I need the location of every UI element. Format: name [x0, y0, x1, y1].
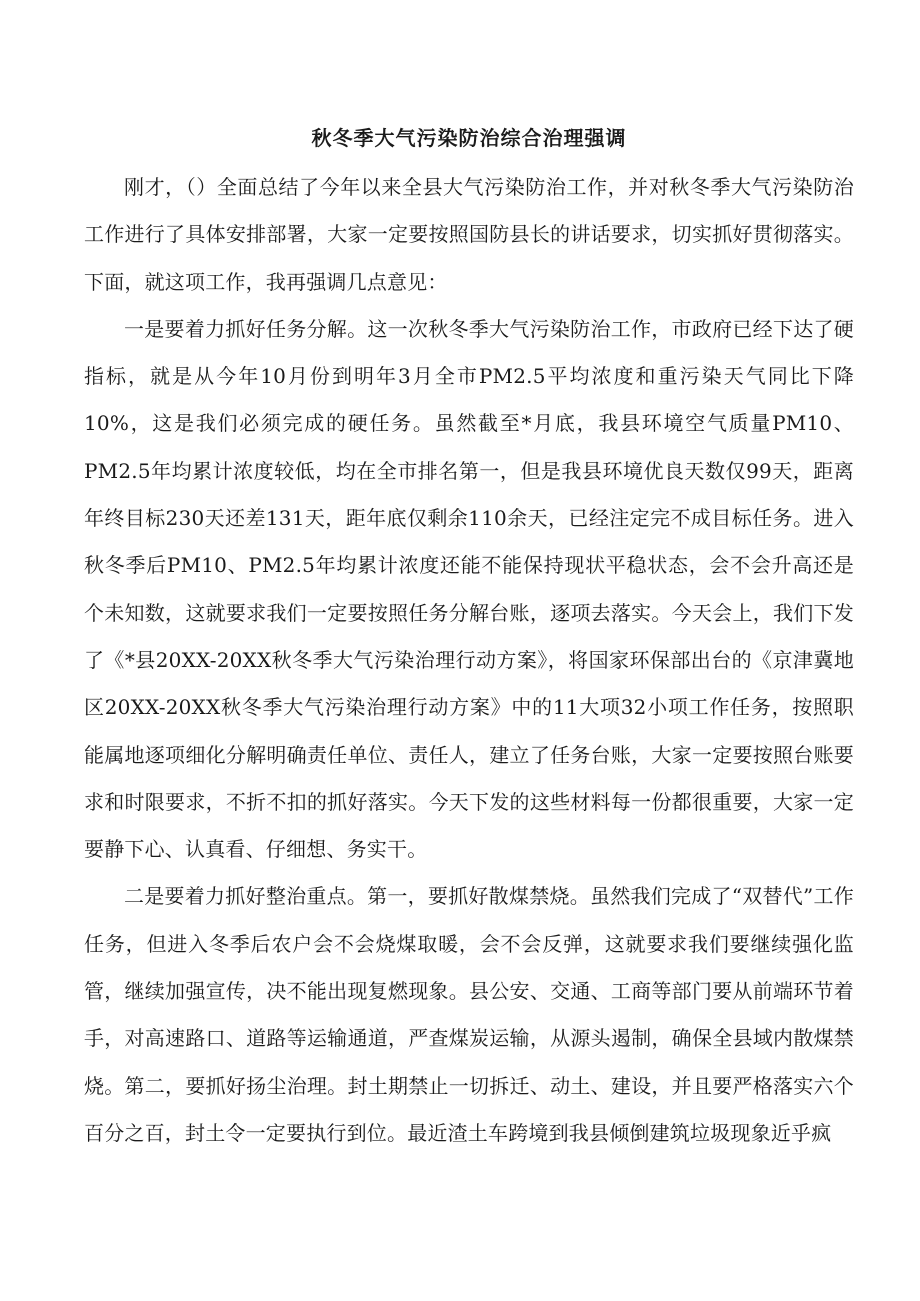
document-page: [84, 0, 854, 1157]
paragraph-intro: 刚才，（）全面总结了今年以来全县大气污染防治工作，并对秋冬季大气污染防治工作进行了具体安排部署，大家一定要按照国防县长的讲话要求，切实抓好贯彻落实。下面，就这项工作，我再强调几点意见：: [84, 175, 854, 294]
document-title: 秋冬季大气污染防治综合治理强调: [311, 126, 627, 150]
paragraph-key-rectification: 二是要着力抓好整治重点。第一，要抓好散煤禁烧。虽然我们完成了“双替代”工作任务，但进入冬季后农户会不会烧煤取暖，会不会反弹，这就要求我们要继续强化监管，继续加强宣传，决不能出现复燃现象。县公安、交通、工商等部门要从前端环节着手，对高速路口、道路等运输通道，严查煤炭运输，从源头遏制，确保全县域内散煤禁烧。第二，要抓好扬尘治理。封土期禁止一切拆迁、动土、建设，并且要严格落实六个百分之百，封土令一定要执行到位。最近渣土车跨境到我县倾倒建筑垃圾现象近乎疯: [84, 884, 854, 1145]
paragraph-task-breakdown: 一是要着力抓好任务分解。这一次秋冬季大气污染防治工作，市政府已经下达了硬指标，就是从今年10月份到明年3月全市PM2.5平均浓度和重污染天气同比下降10%，这是我们必须完成的硬任务。虽然截至*月底，我县环境空气质量PM10、PM2.5年均累计浓度较低，均在全市排名第一，但是我县环境优良天数仅99天，距离年终目标230天还差131天，距年底仅剩余110余天，已经注定完不成目标任务。进入秋冬季后PM10、PM2.5年均累计浓度还能不能保持现状平稳状态，会不会升高还是个未知数，这就要求我们一定要按照任务分解台账，逐项去落实。今天会上，我们下发了《*县20XX-20XX秋冬季大气污染治理行动方案》，将国家环保部出台的《京津冀地区20XX-20XX秋冬季大气污染治理行动方案》中的11大项32小项工作任务，按照职能属地逐项细化分解明确责任单位、责任人，建立了任务台账，大家一定要按照台账要求和时限要求，不折不扣的抓好落实。今天下发的这些材料每一份都很重要，大家一定要静下心、认真看、仔细想、务实干。: [84, 316, 854, 862]
